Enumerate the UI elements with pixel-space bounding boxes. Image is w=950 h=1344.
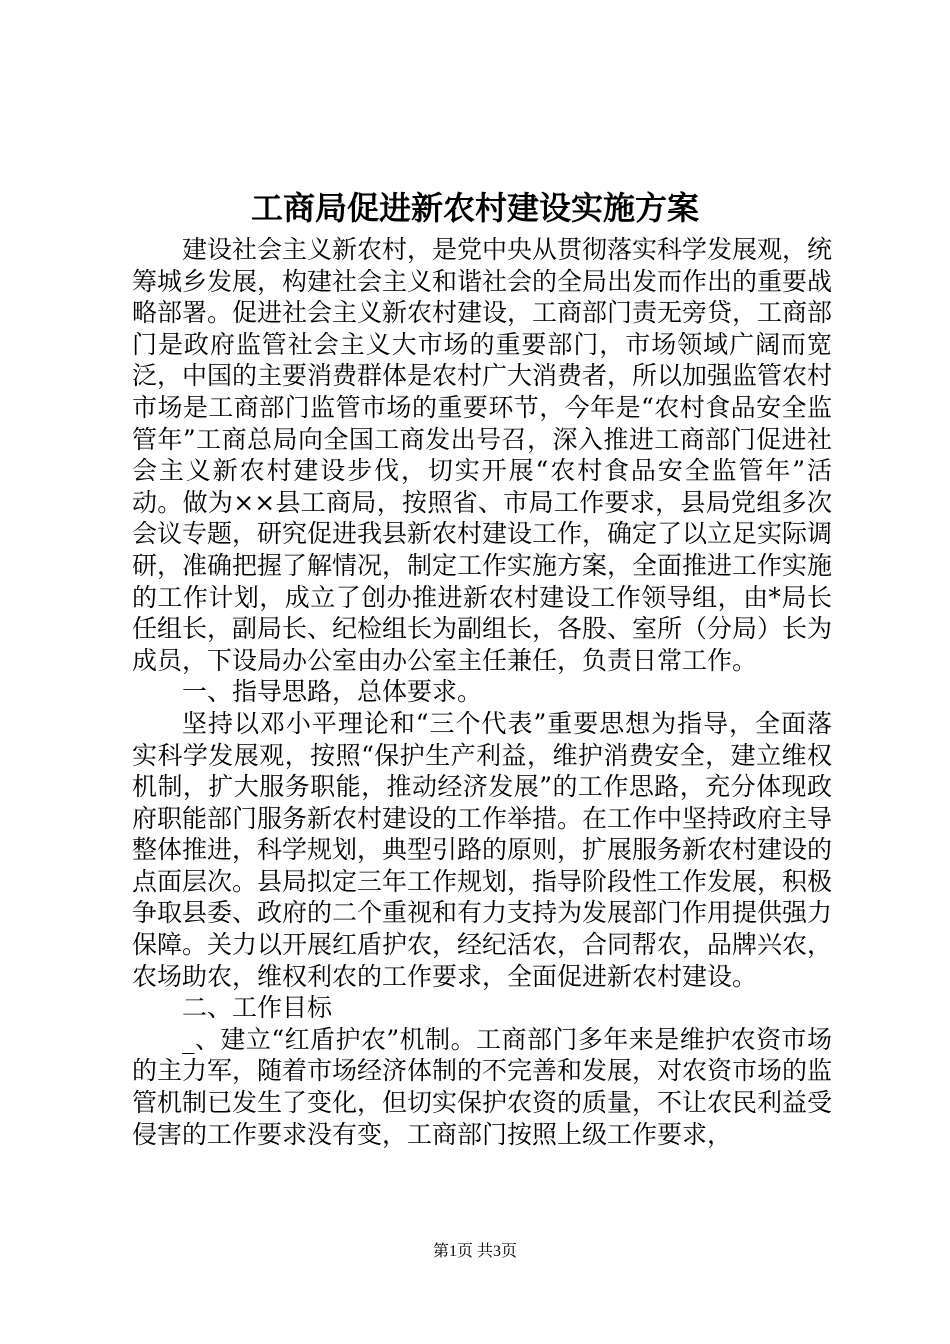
guiding-ideas-paragraph: 坚持以邓小平理论和“三个代表”重要思想为指导，全面落实科学发展观，按照“保护生产利益，维护消费安全，建立维权机制，扩大服务职能，推动经济发展”的工作思路，充分体现政府职能部门服务新农村建设的工作举措。在工作中坚持政府主导整体推进，科学规划，典型引路的原则，扩展服务新农村建设的点面层次。县局拟定三年工作规划，指导阶段性工作发展，积极争取县委、政府的二个重视和有力支持为发展部门作用提供强力保障。关力以开展红盾护农，经纪活农，合同帮农，品牌兴农，农场助农，维权利农的工作要求，全面促进新农村建设。 (132, 708, 833, 991)
work-goals-paragraph: _、建立“红盾护农”机制。工商部门多年来是维护农资市场的主力军，随着市场经济体制的不完善和发展，对农资市场的监管机制已发生了变化，但切实保护农资的质量，不让农民利益受侵害的工作要求没有变，工商部门按照上级工作要求， (132, 1024, 833, 1149)
intro-paragraph: 建设社会主义新农村，是党中央从贯彻落实科学发展观，统筹城乡发展，构建社会主义和谐社会的全局出发而作出的重要战略部署。促进社会主义新农村建设，工商部门责无旁贷，工商部门是政府监管社会主义大市场的重要部门，市场领域广阔而宽泛，中国的主要消费群体是农村广大消费者，所以加强监管农村市场是工商部门监管市场的重要环节，今年是“农村食品安全监管年”工商总局向全国工商发出号召，深入推进工商部门促进社会主义新农村建设步伐，切实开展“农村食品安全监管年”活动。做为××县工商局，按照省、市局工作要求，县局党组多次会议专题，研究促进我县新农村建设工作，确定了以立足实际调研，准确把握了解情况，制定工作实施方案，全面推进工作实施的工作计划，成立了创办推进新农村建设工作领导组，由*局长任组长，副局长、纪检组长为副组长，各股、室所（分局）长为成员，下设局办公室由办公室主任兼任，负责日常工作。 (132, 235, 833, 675)
section-heading-work-goals: 二、工作目标 (182, 993, 333, 1023)
document-title: 工商局促进新农村建设实施方案 (250, 189, 699, 227)
document-body (132, 234, 832, 1150)
page-number-footer: 第1页 共3页 (432, 1243, 517, 1260)
section-heading-guiding-ideas: 一、指导思路，总体要求。 (182, 677, 483, 707)
